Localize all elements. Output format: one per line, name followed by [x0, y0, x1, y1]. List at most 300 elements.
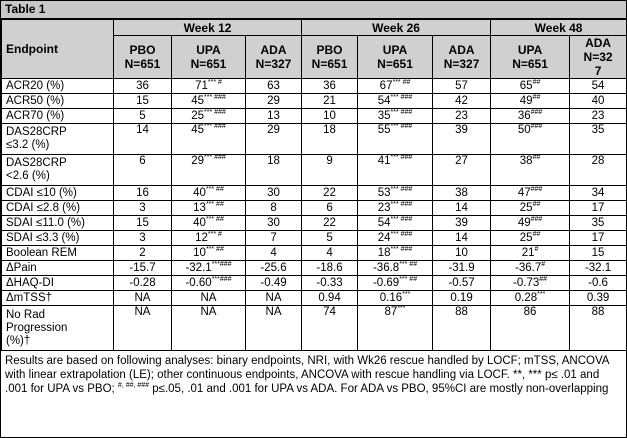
value-cell — [172, 124, 246, 155]
cell-value: 18 — [323, 124, 336, 136]
cell-value: 40 — [193, 186, 206, 199]
cell-value: -0.28 — [129, 276, 156, 289]
value-cell — [491, 291, 570, 306]
value-cell — [570, 94, 627, 109]
value-cell — [358, 261, 433, 276]
value-cell — [570, 276, 627, 291]
arm-header: UPA N=651 — [491, 36, 570, 79]
cell-value: 55 — [377, 124, 391, 136]
cell-value: -0.49 — [260, 276, 287, 289]
cell-value: -0.69 — [372, 276, 400, 289]
cell-value: NA — [265, 306, 282, 318]
table-row — [2, 79, 627, 94]
value-cell — [302, 201, 358, 216]
significance-marker: *** ### — [390, 185, 413, 193]
cell-value: 18 — [377, 246, 391, 259]
value-cell — [570, 291, 627, 306]
endpoint-label: ΔmTSS† — [2, 291, 114, 306]
value-cell — [114, 109, 172, 124]
value-cell — [114, 291, 172, 306]
endpoint-label: DAS28CRP <2.6 (%) — [2, 155, 114, 186]
arm-header: ADA N=327 — [246, 36, 302, 79]
cell-value: 0.94 — [318, 291, 341, 304]
value-cell — [570, 216, 627, 231]
value-cell — [570, 246, 627, 261]
cell-value: 8 — [270, 201, 277, 214]
significance-marker: ### — [530, 215, 543, 223]
value-cell — [570, 79, 627, 94]
significance-marker: ## — [532, 230, 541, 238]
cell-value: 14 — [455, 201, 468, 214]
cell-value: -0.73 — [513, 276, 540, 289]
table-row — [2, 261, 627, 276]
arm-header: PBO N=651 — [114, 36, 172, 79]
cell-value: NA — [265, 291, 282, 304]
significance-marker: *** ## — [205, 245, 224, 253]
significance-marker: *** ### — [390, 123, 413, 131]
cell-value: 87 — [384, 306, 398, 318]
value-cell — [246, 291, 302, 306]
cell-value: -15.7 — [129, 261, 156, 274]
cell-value: 23 — [591, 109, 605, 122]
cell-value: 6 — [326, 201, 333, 214]
cell-value: 29 — [267, 94, 280, 107]
value-cell — [114, 79, 172, 94]
cell-value: 5 — [139, 109, 146, 122]
value-cell — [246, 79, 302, 94]
value-cell — [570, 109, 627, 124]
results-table-body — [2, 79, 627, 351]
endpoint-label: ACR50 (%) — [2, 94, 114, 109]
value-cell — [246, 94, 302, 109]
value-cell — [302, 109, 358, 124]
cell-value: 14 — [455, 231, 468, 244]
value-cell — [114, 94, 172, 109]
significance-marker: ### — [530, 185, 543, 193]
value-cell — [114, 124, 172, 155]
cell-value: 14 — [136, 124, 149, 136]
table-row — [2, 306, 627, 351]
significance-marker: *** ### — [390, 93, 413, 101]
value-cell — [433, 216, 491, 231]
significance-marker: *** ### — [204, 154, 226, 162]
significance-marker: *** ### — [390, 230, 413, 238]
table-row — [2, 109, 627, 124]
significance-marker: *** ## — [205, 200, 224, 208]
endpoint-label: SDAI ≤3.3 (%) — [2, 231, 114, 246]
value-cell — [172, 201, 246, 216]
value-cell — [358, 291, 433, 306]
value-cell — [246, 306, 302, 351]
cell-value: 6 — [139, 155, 146, 167]
cell-value: -36.7 — [515, 261, 542, 274]
value-cell — [491, 231, 570, 246]
significance-marker: *** ## — [205, 185, 224, 193]
cell-value: 36 — [323, 79, 336, 92]
value-cell — [172, 186, 246, 201]
cell-value: 53 — [377, 186, 391, 199]
value-cell — [491, 201, 570, 216]
cell-value: 3 — [139, 231, 146, 244]
cell-value: -36.8 — [372, 261, 400, 274]
cell-value: -31.9 — [448, 261, 475, 274]
cell-value: 65 — [519, 79, 533, 92]
cell-value: 2 — [139, 246, 146, 259]
value-cell — [491, 79, 570, 94]
cell-value: 35 — [591, 124, 605, 136]
value-cell — [172, 246, 246, 261]
value-cell — [172, 94, 246, 109]
cell-value: 63 — [267, 79, 280, 92]
footnote-part2: p≤.05, .01 and .001 for UPA vs ADA. For ADA vs PBO, 95%CI are mostly non-overlapping — [149, 383, 609, 395]
cell-value: 13 — [193, 201, 206, 214]
value-cell — [302, 276, 358, 291]
value-cell — [433, 109, 491, 124]
cell-value: 57 — [455, 79, 468, 92]
cell-value: 7 — [270, 231, 277, 244]
arm-header: UPA N=651 — [172, 36, 246, 79]
cell-value: 34 — [591, 186, 605, 199]
table-row — [2, 216, 627, 231]
cell-value: 0.16 — [379, 291, 403, 304]
cell-value: 67 — [379, 79, 393, 92]
value-cell — [302, 155, 358, 186]
footnote — [1, 351, 626, 399]
value-cell — [358, 216, 433, 231]
significance-marker: *** ## — [399, 275, 418, 283]
cell-value: 30 — [267, 216, 280, 229]
significance-marker: *** # — [207, 230, 222, 238]
value-cell — [433, 246, 491, 261]
value-cell — [302, 79, 358, 94]
table-row — [2, 246, 627, 261]
value-cell — [114, 155, 172, 186]
value-cell — [172, 155, 246, 186]
cell-value: 45 — [191, 94, 204, 107]
significance-marker: *** ### — [204, 93, 226, 101]
value-cell — [246, 216, 302, 231]
value-cell — [433, 94, 491, 109]
cell-value: 12 — [195, 231, 208, 244]
significance-marker: *** ### — [390, 154, 413, 162]
arm-header: ADA N=32 7 — [570, 36, 627, 79]
table-row — [2, 201, 627, 216]
endpoint-label: ΔHAQ-DI — [2, 276, 114, 291]
endpoint-label: Boolean REM — [2, 246, 114, 261]
table-row — [2, 186, 627, 201]
cell-value: 5 — [326, 231, 333, 244]
cell-value: NA — [134, 306, 151, 318]
cell-value: 29 — [267, 124, 280, 136]
value-cell — [433, 201, 491, 216]
value-cell — [302, 306, 358, 351]
significance-marker: *** ### — [390, 215, 413, 223]
cell-value: -0.33 — [316, 276, 343, 289]
significance-marker: ## — [532, 78, 541, 86]
significance-marker: *** — [402, 290, 411, 298]
endpoint-label: CDAI ≤2.8 (%) — [2, 201, 114, 216]
cell-value: 54 — [377, 94, 391, 107]
cell-value: 0.39 — [586, 291, 610, 304]
cell-value: 71 — [195, 79, 208, 92]
value-cell — [433, 186, 491, 201]
value-cell — [246, 231, 302, 246]
cell-value: 4 — [270, 246, 277, 259]
cell-value: 23 — [455, 109, 468, 122]
cell-value: -0.6 — [588, 276, 608, 289]
cell-value: 4 — [326, 246, 333, 259]
endpoint-label: CDAI ≤10 (%) — [2, 186, 114, 201]
cell-value: NA — [200, 306, 217, 318]
significance-marker: *** # — [207, 78, 222, 86]
cell-value: 15 — [136, 216, 149, 229]
significance-marker: *** ## — [392, 78, 411, 86]
cell-value: 40 — [193, 216, 206, 229]
table-row — [2, 155, 627, 186]
value-cell — [358, 109, 433, 124]
cell-value: 17 — [591, 231, 605, 244]
cell-value: 28 — [591, 155, 605, 167]
cell-value: 45 — [191, 124, 204, 136]
value-cell — [114, 201, 172, 216]
value-cell — [114, 306, 172, 351]
value-cell — [570, 124, 627, 155]
value-cell — [358, 79, 433, 94]
significance-marker: ## — [532, 200, 541, 208]
cell-value: 88 — [455, 306, 468, 318]
value-cell — [114, 261, 172, 276]
cell-value: 41 — [377, 155, 391, 167]
arm-header: ADA N=327 — [433, 36, 491, 79]
week-48-header: Week 48 — [491, 20, 627, 36]
endpoint-label: SDAI ≤11.0 (%) — [2, 216, 114, 231]
cell-value: 23 — [377, 201, 391, 214]
cell-value: 25 — [519, 231, 533, 244]
value-cell — [246, 246, 302, 261]
value-cell — [172, 79, 246, 94]
cell-value: 74 — [323, 306, 336, 318]
value-cell — [491, 246, 570, 261]
value-cell — [491, 109, 570, 124]
significance-marker: *** ## — [205, 215, 224, 223]
value-cell — [172, 216, 246, 231]
cell-value: 39 — [455, 216, 468, 229]
significance-marker: *** ## — [399, 260, 418, 268]
week-26-header: Week 26 — [302, 20, 491, 36]
cell-value: 22 — [323, 186, 336, 199]
endpoint-label: ΔPain — [2, 261, 114, 276]
value-cell — [246, 201, 302, 216]
footnote-hash-markers: #, ##, ### — [117, 382, 150, 390]
value-cell — [172, 291, 246, 306]
significance-marker: *** ### — [390, 200, 413, 208]
value-cell — [246, 109, 302, 124]
cell-value: 35 — [591, 216, 605, 229]
value-cell — [302, 246, 358, 261]
endpoint-label: DAS28CRP ≤3.2 (%) — [2, 124, 114, 155]
significance-marker: ## — [532, 93, 541, 101]
value-cell — [570, 261, 627, 276]
value-cell — [172, 276, 246, 291]
cell-value: 40 — [591, 94, 605, 107]
endpoint-label: ACR70 (%) — [2, 109, 114, 124]
cell-value: -0.57 — [448, 276, 475, 289]
value-cell — [358, 186, 433, 201]
cell-value: -32.1 — [584, 261, 612, 274]
value-cell — [302, 261, 358, 276]
value-cell — [114, 246, 172, 261]
significance-marker: ### — [530, 108, 543, 116]
cell-value: 13 — [267, 109, 280, 122]
value-cell — [570, 186, 627, 201]
cell-value: 38 — [455, 186, 468, 199]
cell-value: -0.60 — [185, 276, 212, 289]
value-cell — [433, 306, 491, 351]
value-cell — [570, 306, 627, 351]
value-cell — [358, 124, 433, 155]
cell-value: 21 — [323, 94, 336, 107]
significance-marker: *** — [537, 290, 546, 298]
value-cell — [246, 276, 302, 291]
endpoint-header: Endpoint — [2, 20, 114, 79]
results-table — [1, 19, 627, 351]
cell-value: 9 — [326, 155, 333, 167]
cell-value: 21 — [521, 246, 535, 259]
value-cell — [172, 109, 246, 124]
cell-value: 39 — [455, 124, 468, 136]
cell-value: 50 — [517, 124, 531, 136]
significance-marker: *** ### — [204, 108, 226, 116]
value-cell — [302, 291, 358, 306]
cell-value: 22 — [323, 216, 336, 229]
value-cell — [246, 155, 302, 186]
cell-value: 10 — [455, 246, 468, 259]
cell-value: 29 — [191, 155, 204, 167]
cell-value: 0.28 — [514, 291, 538, 304]
value-cell — [433, 291, 491, 306]
value-cell — [433, 276, 491, 291]
value-cell — [491, 261, 570, 276]
significance-marker: *** ### — [390, 108, 413, 116]
value-cell — [114, 186, 172, 201]
significance-marker: ## — [539, 275, 548, 283]
cell-value: 16 — [136, 186, 149, 199]
significance-marker: ***### — [211, 260, 232, 268]
value-cell — [302, 231, 358, 246]
table-row — [2, 94, 627, 109]
significance-marker: *** — [397, 305, 406, 313]
value-cell — [491, 94, 570, 109]
cell-value: -25.6 — [260, 261, 287, 274]
endpoint-label: No Rad Progression (%)† — [2, 306, 114, 351]
cell-value: 15 — [591, 246, 605, 259]
value-cell — [246, 124, 302, 155]
value-cell — [433, 124, 491, 155]
value-cell — [114, 231, 172, 246]
footnote-part1: Results are based on following analyses: binary endpoints, NRI, with Wk26 rescue handled by LOCF; mTSS, ANCOVA with linear extrapolation (LE); other continuous endpoints, ANCOVA with rescue handling via LOCF. **, *** p≤ .01 and .001 for UPA vs PBO; — [5, 355, 609, 395]
value-cell — [491, 186, 570, 201]
cell-value: 86 — [523, 306, 537, 318]
table-row — [2, 276, 627, 291]
cell-value: 42 — [455, 94, 468, 107]
value-cell — [358, 201, 433, 216]
cell-value: 54 — [377, 216, 391, 229]
value-cell — [358, 306, 433, 351]
value-cell — [302, 124, 358, 155]
value-cell — [570, 155, 627, 186]
endpoint-label: ACR20 (%) — [2, 79, 114, 94]
cell-value: 10 — [323, 109, 336, 122]
significance-marker: # — [541, 260, 546, 268]
value-cell — [491, 276, 570, 291]
cell-value: 24 — [377, 231, 391, 244]
table-row — [2, 291, 627, 306]
significance-marker: # — [534, 245, 539, 253]
cell-value: NA — [134, 291, 151, 304]
cell-value: 3 — [139, 201, 146, 214]
value-cell — [246, 261, 302, 276]
cell-value: -18.6 — [316, 261, 343, 274]
cell-value: 49 — [519, 94, 533, 107]
cell-value: -32.1 — [185, 261, 212, 274]
cell-value: 10 — [193, 246, 206, 259]
table-row — [2, 124, 627, 155]
cell-value: 49 — [517, 216, 531, 229]
cell-value: 54 — [591, 79, 605, 92]
cell-value: NA — [200, 291, 217, 304]
table-title: Table 1 — [1, 1, 626, 19]
arm-header: PBO N=651 — [302, 36, 358, 79]
value-cell — [114, 276, 172, 291]
value-cell — [433, 155, 491, 186]
value-cell — [302, 186, 358, 201]
cell-value: 36 — [517, 109, 531, 122]
cell-value: 25 — [519, 201, 533, 214]
value-cell — [433, 231, 491, 246]
significance-marker: ### — [530, 123, 543, 131]
cell-value: 38 — [519, 155, 533, 167]
value-cell — [172, 231, 246, 246]
value-cell — [570, 231, 627, 246]
value-cell — [358, 155, 433, 186]
value-cell — [302, 94, 358, 109]
value-cell — [172, 261, 246, 276]
cell-value: 17 — [591, 201, 605, 214]
cell-value: 15 — [136, 94, 149, 107]
value-cell — [246, 186, 302, 201]
cell-value: 27 — [455, 155, 468, 167]
value-cell — [491, 124, 570, 155]
cell-value: 88 — [591, 306, 605, 318]
value-cell — [570, 201, 627, 216]
value-cell — [172, 306, 246, 351]
cell-value: 30 — [267, 186, 280, 199]
value-cell — [433, 79, 491, 94]
significance-marker: *** ### — [204, 123, 226, 131]
value-cell — [358, 246, 433, 261]
week-12-header: Week 12 — [114, 20, 302, 36]
cell-value: 47 — [517, 186, 531, 199]
cell-value: 35 — [377, 109, 391, 122]
table-row — [2, 231, 627, 246]
cell-value: 25 — [191, 109, 204, 122]
value-cell — [491, 155, 570, 186]
significance-marker: ***### — [211, 275, 232, 283]
value-cell — [302, 216, 358, 231]
significance-marker: ## — [532, 154, 541, 162]
value-cell — [358, 231, 433, 246]
value-cell — [491, 216, 570, 231]
